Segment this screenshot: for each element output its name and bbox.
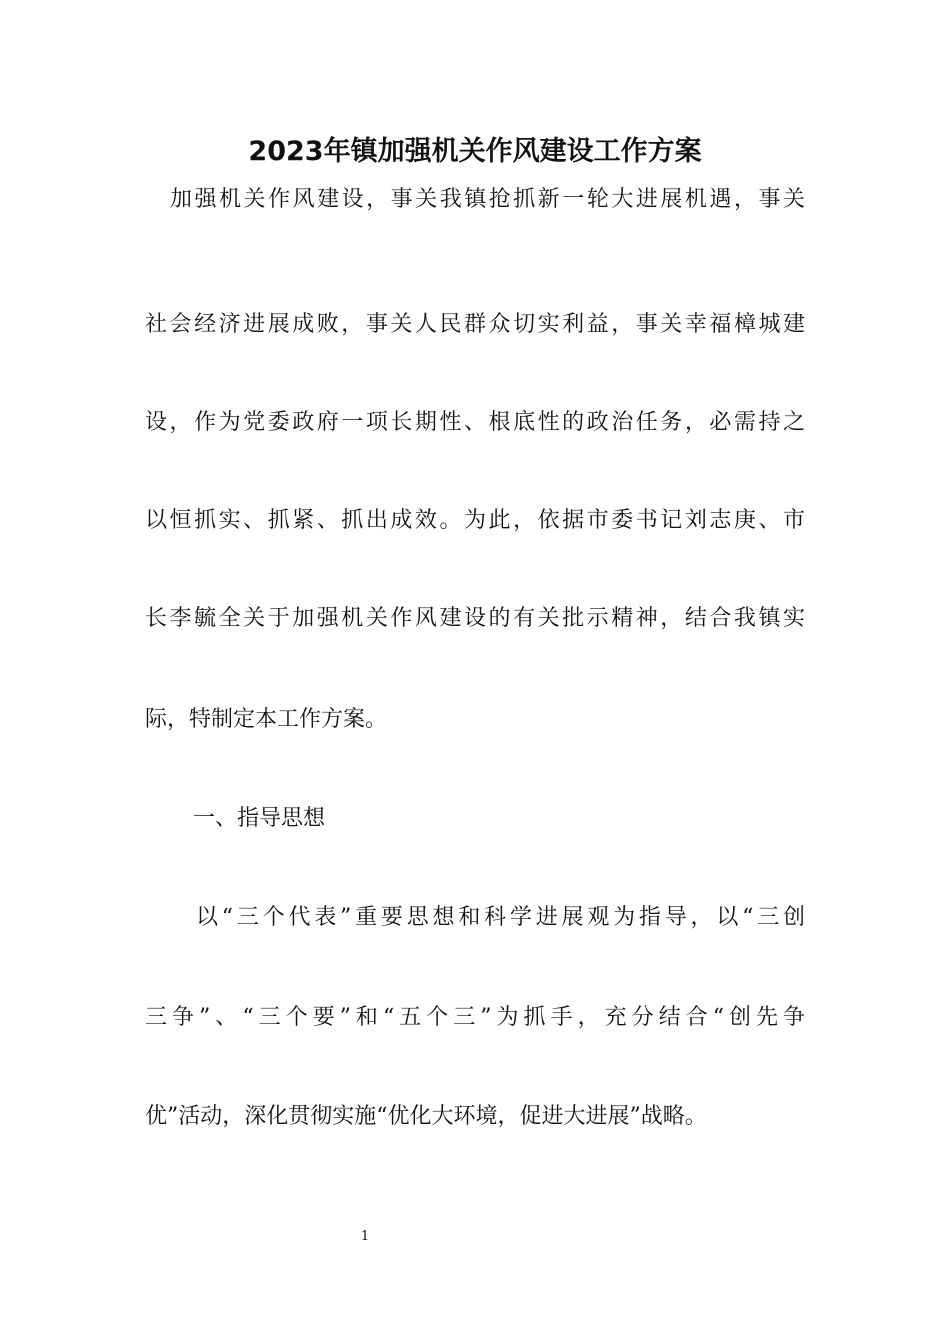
section-heading: 一、指导思想 bbox=[193, 806, 326, 831]
paragraph-line: 社会经济进展成败，事关人民群众切实利益，事关幸福樟城建 bbox=[145, 312, 805, 337]
paragraph-line: 设，作为党委政府一项长期性、根底性的政治任务，必需持之 bbox=[145, 410, 805, 435]
page-number: 1 bbox=[360, 1229, 370, 1244]
paragraph-line: 际，特制定本工作方案。 bbox=[145, 707, 388, 732]
paragraph-line: 优”活动，深化贯彻实施“优化大环境，促进大进展”战略。 bbox=[145, 1104, 707, 1129]
paragraph-line: 长李毓全关于加强机关作风建设的有关批示精神，结合我镇实 bbox=[145, 606, 805, 631]
paragraph-line: 加强机关作风建设，事关我镇抢抓新一轮大进展机遇，事关 bbox=[170, 187, 805, 212]
document-title: 2023年镇加强机关作风建设工作方案 bbox=[248, 136, 702, 167]
paragraph-line: 以“三个代表”重要思想和科学进展观为指导，以“三创 bbox=[196, 905, 805, 930]
paragraph-line: 以恒抓实、抓紧、抓出成效。为此，依据市委书记刘志庚、市 bbox=[145, 508, 805, 533]
paragraph-line: 三争”、“三个要”和“五个三”为抓手，充分结合“创先争 bbox=[145, 1005, 805, 1030]
